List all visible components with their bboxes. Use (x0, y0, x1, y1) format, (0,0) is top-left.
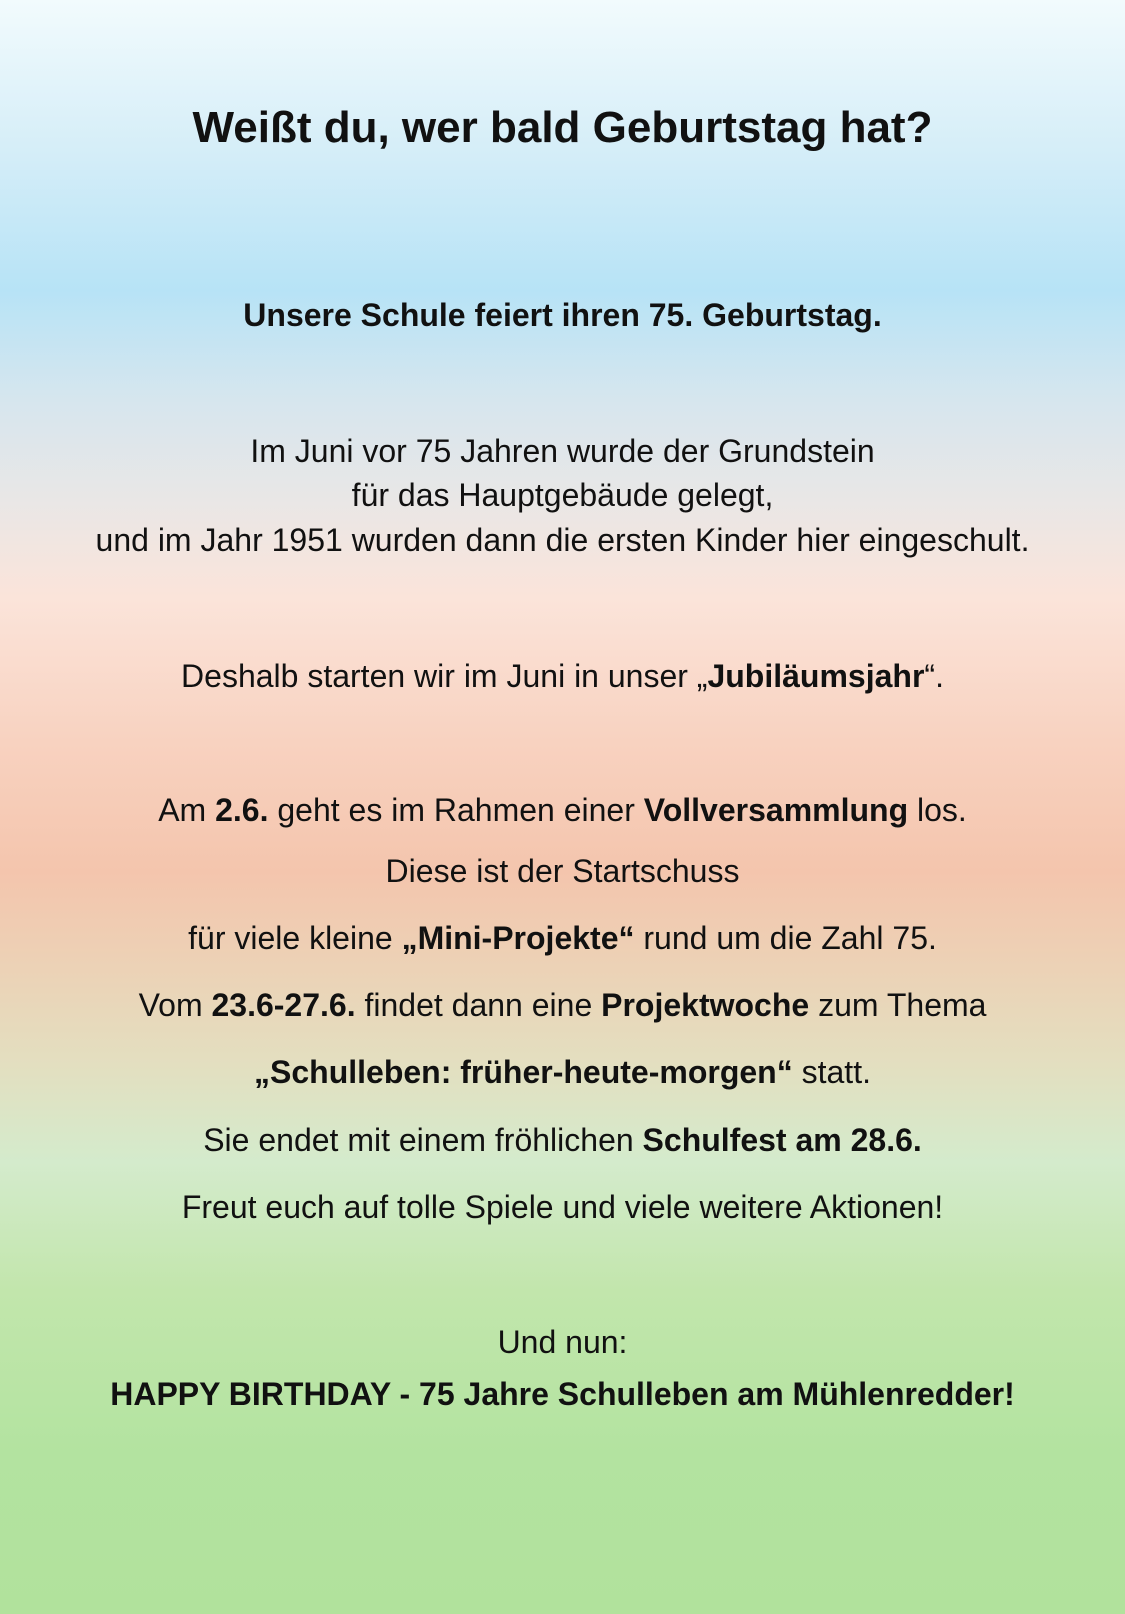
startshot-line: Diese ist der Startschuss (385, 853, 740, 889)
page-title: Weißt du, wer bald Geburtstag hat? (192, 103, 933, 152)
week-dates: 23.6-27.6. (211, 987, 356, 1023)
mini-projects: „Mini-Projekte“ (401, 920, 635, 956)
cheer-line: Freut euch auf tolle Spiele und viele weitere Aktionen! (181, 1189, 944, 1225)
start-text-1: Am (158, 792, 216, 828)
theme-title: „Schulleben: früher-heute-morgen“ (254, 1054, 793, 1090)
start-date: 2.6. (215, 792, 269, 828)
history-line-1: Im Juni vor 75 Jahren wurde der Grundstein (250, 433, 875, 469)
jubilee-text: Deshalb starten wir im Juni in unser „ (181, 658, 708, 694)
mini-projects-line (0, 918, 1125, 958)
birthday-line: HAPPY BIRTHDAY - 75 Jahre Schulleben am Mühlenredder! (110, 1376, 1015, 1412)
start-text-2: geht es im Rahmen einer (268, 792, 644, 828)
project-week-line (0, 985, 1125, 1025)
festival-text: Sie endet mit einem fröhlichen (203, 1122, 643, 1158)
start-line (0, 790, 1125, 830)
week-text-1: Vom (138, 987, 212, 1023)
subtitle: Unsere Schule feiert ihren 75. Geburtstag. (243, 297, 882, 333)
outro-line: Und nun: (497, 1324, 628, 1360)
start-event: Vollversammlung (643, 792, 909, 828)
jubilee-line (0, 656, 1125, 696)
theme-end: statt. (792, 1054, 871, 1090)
project-week: Projektwoche (601, 987, 810, 1023)
start-text-3: los. (908, 792, 967, 828)
theme-line (0, 1052, 1125, 1092)
jubilee-year: Jubiläumsjahr (707, 658, 925, 694)
week-text-2: findet dann eine (355, 987, 602, 1023)
history-line-3: und im Jahr 1951 wurden dann die ersten Kinder hier eingeschult. (95, 522, 1030, 558)
jubilee-end: “. (924, 658, 944, 694)
festival-line (0, 1120, 1125, 1160)
week-text-3: zum Thema (809, 987, 987, 1023)
mini-text-1: für viele kleine (188, 920, 402, 956)
history-line-2: für das Hauptgebäude gelegt, (351, 477, 774, 513)
mini-text-2: rund um die Zahl 75. (634, 920, 937, 956)
festival-date: Schulfest am 28.6. (642, 1122, 922, 1158)
